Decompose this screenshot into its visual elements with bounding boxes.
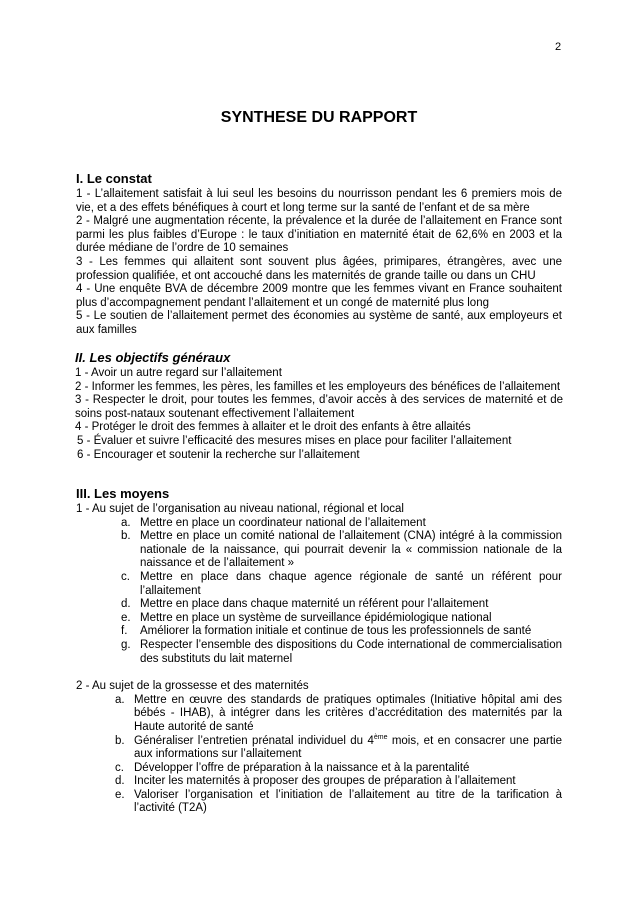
constat-item-3: 3 - Les femmes qui allaitent sont souvent plus âgées, primipares, étrangères, avec une profession qualifiée, et ont accouché dans les maternités de grande taille ou dans un CHU	[76, 255, 562, 282]
list-item: d. Mettre en place dans chaque maternité un référent pour l’allaitement	[121, 598, 489, 611]
section-heading: II. Les objectifs généraux	[75, 350, 231, 365]
list-item: b. Mettre en place un comité national de l’allaitement (CNA) intégré à la commission nationale de la naissance, qui pourrait devenir la « commission nationale de la naissance et de l’allaitement »	[121, 530, 562, 570]
constat-item-1: 1 - L’allaitement satisfait à lui seul les besoins du nourrisson pendant les 6 premiers mois de vie, et a des effets bénéfiques à court et long terme sur la santé de l’enfant et de sa mère	[76, 188, 562, 214]
section-objectifs	[0, 349, 638, 462]
section-heading: III. Les moyens	[76, 486, 170, 501]
moyens-group-1-list	[121, 517, 562, 667]
list-item: a. Mettre en œuvre des standards de pratiques optimales (Initiative hôpital ami des bébés - IHAB), à intégrer dans les critères d’accréditation des maternités par la Haute autorité de santé	[115, 693, 562, 733]
objectif-item-2: 2 - Informer les femmes, les pères, les familles et les employeurs des bénéfices de l’allaitement	[75, 380, 561, 393]
objectif-item-5: 5 - Évaluer et suivre l’efficacité des mesures mises en place pour faciliter l’allaitement	[77, 434, 512, 447]
objectif-item-1: 1 - Avoir un autre regard sur l’allaitement	[75, 367, 282, 379]
moyens-group-1-intro: 1 - Au sujet de l’organisation au niveau national, régional et local	[76, 503, 404, 515]
section-constat	[0, 170, 638, 338]
constat-item-5: 5 - Le soutien de l’allaitement permet des économies au système de santé, aux employeurs et aux familles	[76, 310, 562, 336]
list-item: d. Inciter les maternités à proposer des groupes de préparation à l’allaitement	[115, 775, 516, 788]
document-title: SYNTHESE DU RAPPORT	[220, 109, 418, 126]
moyens-group-2-intro: 2 - Au sujet de la grossesse et des maternités	[76, 680, 309, 693]
section-heading: I. Le constat	[76, 171, 152, 186]
list-item: e. Valoriser l’organisation et l’initiation de l’allaitement au titre de la tarification à l’activité (T2A)	[115, 788, 562, 815]
objectif-item-6: 6 - Encourager et soutenir la recherche sur l’allaitement	[77, 448, 360, 461]
list-item: b. Généraliser l’entretien prénatal individuel du 4ème mois, et en consacrer une partie aux informations sur l’allaitement	[115, 733, 562, 761]
objectif-item-3: 3 - Respecter le droit, pour toutes les femmes, d’avoir accès à des services de maternité et de soins post-nataux soutenant effectivement l’allaitement	[75, 394, 563, 420]
list-item: g. Respecter l’ensemble des dispositions du Code international de commercialisation des substituts du lait maternel	[121, 638, 562, 665]
constat-item-4: 4 - Une enquête BVA de décembre 2009 montre que les femmes vivant en France souhaitent plus d’accompagnement pendant l’allaitement et un congé de maternité plus long	[76, 283, 562, 309]
list-item: e. Mettre en place un système de surveillance épidémiologique national	[121, 611, 492, 624]
section-moyens	[0, 485, 638, 816]
moyens-group-2-list	[115, 694, 562, 816]
list-item: a. Mettre en place un coordinateur national de l’allaitement	[121, 516, 426, 529]
constat-item-2: 2 - Malgré une augmentation récente, la prévalence et la durée de l’allaitement en France sont parmi les plus faibles d’Europe : le taux d’initiation en maternité était de 62,6% en 2003 et la durée médiane de l’ordre de 10 semaines	[76, 215, 562, 255]
list-item: c. Développer l’offre de préparation à la naissance et à la parentalité	[115, 761, 470, 774]
list-item: c. Mettre en place dans chaque agence régionale de santé un référent pour l’allaitement	[121, 570, 562, 597]
list-item: f. Améliorer la formation initiale et continue de tous les professionnels de santé	[121, 625, 532, 638]
page-number: 2	[555, 41, 562, 53]
objectif-item-4: 4 - Protéger le droit des femmes à allaiter et le droit des enfants à être allaités	[75, 421, 471, 434]
